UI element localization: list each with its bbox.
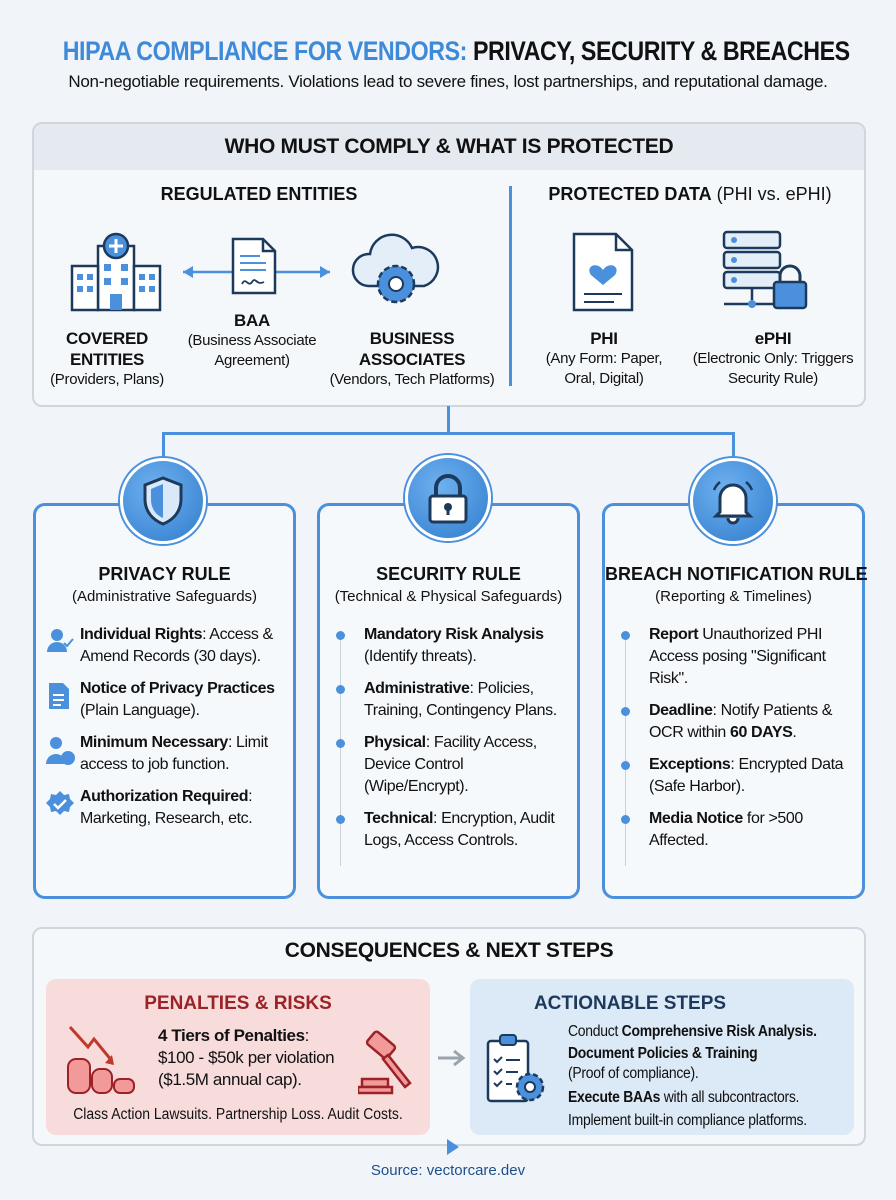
card-title: BREACH NOTIFICATION RULE bbox=[605, 564, 868, 584]
bullet-icon bbox=[621, 761, 630, 770]
connector bbox=[447, 406, 450, 434]
bullet-icon bbox=[621, 815, 630, 824]
consequences-panel bbox=[32, 927, 866, 1146]
card-subtitle: (Technical & Physical Safeguards) bbox=[334, 588, 563, 605]
list-item: Exceptions: Encrypted Data (Safe Harbor). bbox=[605, 754, 862, 798]
cloud-gear-icon bbox=[348, 228, 442, 310]
verified-badge-icon bbox=[46, 790, 74, 818]
actionable-steps-box bbox=[470, 979, 854, 1135]
item-list bbox=[36, 624, 293, 830]
breach-notification-rule-card bbox=[602, 503, 868, 899]
checklist-gear-icon bbox=[484, 1031, 548, 1115]
list-item: Technical: Encryption, Audit Logs, Access Controls. bbox=[320, 808, 577, 852]
list-item: Report Unauthorized PHI Access posing "Significant Risk". bbox=[605, 624, 862, 690]
ephi: ePHI (Electronic Only: Triggers Security Rule) bbox=[692, 329, 854, 387]
lock-icon bbox=[405, 455, 491, 541]
divider bbox=[509, 186, 512, 386]
penalties-footer: Class Action Lawsuits. Partnership Loss. Audit Costs. bbox=[73, 1106, 403, 1123]
business-associates: BUSINESS ASSOCIATES (Vendors, Tech Platforms) bbox=[329, 329, 495, 388]
step-item: Conduct Comprehensive Risk Analysis. bbox=[568, 1023, 817, 1040]
gavel-icon bbox=[358, 1029, 418, 1095]
list-item: Administrative: Policies, Training, Contingency Plans. bbox=[320, 678, 577, 722]
user-lock-icon bbox=[46, 736, 76, 766]
list-item: Media Notice for >500 Affected. bbox=[605, 808, 862, 852]
connector bbox=[162, 432, 735, 435]
section-title: CONSEQUENCES & NEXT STEPS bbox=[284, 939, 614, 962]
bullet-icon bbox=[336, 739, 345, 748]
penalty-tiers: 4 Tiers of Penalties: $100 - $50k per violation ($1.5M annual cap). bbox=[158, 1026, 335, 1089]
user-check-icon bbox=[46, 628, 74, 654]
steps-list bbox=[568, 1021, 817, 1131]
bullet-icon bbox=[621, 707, 630, 716]
list-item: Individual Rights: Access & Amend Records (30 days). bbox=[36, 624, 293, 668]
phi: PHI (Any Form: Paper, Oral, Digital) bbox=[545, 329, 663, 387]
shield-icon bbox=[120, 458, 206, 544]
list-item: Authorization Required: Marketing, Research, etc. bbox=[36, 786, 293, 830]
security-rule-card bbox=[317, 503, 580, 899]
contract-document-icon bbox=[230, 236, 278, 296]
list-item: Notice of Privacy Practices (Plain Language). bbox=[36, 678, 293, 722]
protected-data-heading: PROTECTED DATA (PHI vs. ePHI) bbox=[548, 184, 832, 204]
arrow-right-icon bbox=[436, 1048, 468, 1068]
page-title: HIPAA COMPLIANCE FOR VENDORS: PRIVACY, SECURITY & BREACHES bbox=[62, 36, 850, 66]
list-item: Minimum Necessary: Limit access to job function. bbox=[36, 732, 293, 776]
health-record-icon bbox=[570, 230, 636, 314]
step-item: Implement built-in compliance platforms. bbox=[568, 1112, 807, 1129]
who-must-comply-panel bbox=[32, 122, 866, 407]
penalties-box bbox=[46, 979, 430, 1135]
bell-icon bbox=[690, 458, 776, 544]
step-item: Document Policies & Training (Proof of compliance). bbox=[568, 1045, 758, 1082]
card-subtitle: (Reporting & Timelines) bbox=[655, 588, 812, 605]
falling-coins-icon bbox=[66, 1023, 138, 1095]
baa: BAA (Business Associate Agreement) bbox=[187, 311, 317, 369]
steps-heading: ACTIONABLE STEPS bbox=[533, 993, 727, 1014]
bullet-icon bbox=[336, 631, 345, 640]
document-icon bbox=[48, 682, 70, 710]
section-title: WHO MUST COMPLY & WHAT IS PROTECTED bbox=[34, 124, 864, 170]
card-subtitle: (Administrative Safeguards) bbox=[71, 588, 258, 605]
covered-entities: COVERED ENTITIES (Providers, Plans) bbox=[50, 329, 164, 388]
hospital-icon bbox=[68, 232, 164, 312]
item-list bbox=[320, 624, 577, 852]
item-list bbox=[605, 624, 862, 852]
step-item: Execute BAAs with all subcontractors. bbox=[568, 1089, 800, 1106]
play-triangle-icon bbox=[446, 1138, 460, 1156]
bullet-icon bbox=[336, 815, 345, 824]
source-link[interactable]: Source: vectorcare.dev bbox=[370, 1162, 526, 1179]
penalties-heading: PENALTIES & RISKS bbox=[144, 993, 332, 1014]
list-item: Deadline: Notify Patients & OCR within 60 DAYS. bbox=[605, 700, 862, 744]
page-subtitle: Non-negotiable requirements. Violations lead to severe fines, lost partnerships, and reputational damage. bbox=[68, 72, 828, 91]
list-item: Mandatory Risk Analysis (Identify threats). bbox=[320, 624, 577, 668]
card-title: PRIVACY RULE bbox=[98, 564, 231, 584]
regulated-entities-heading: REGULATED ENTITIES bbox=[160, 184, 358, 204]
privacy-rule-card bbox=[33, 503, 296, 899]
card-title: SECURITY RULE bbox=[376, 564, 521, 584]
server-lock-icon bbox=[720, 230, 810, 314]
bullet-icon bbox=[621, 631, 630, 640]
list-item: Physical: Facility Access, Device Control (Wipe/Encrypt). bbox=[320, 732, 577, 798]
bullet-icon bbox=[336, 685, 345, 694]
